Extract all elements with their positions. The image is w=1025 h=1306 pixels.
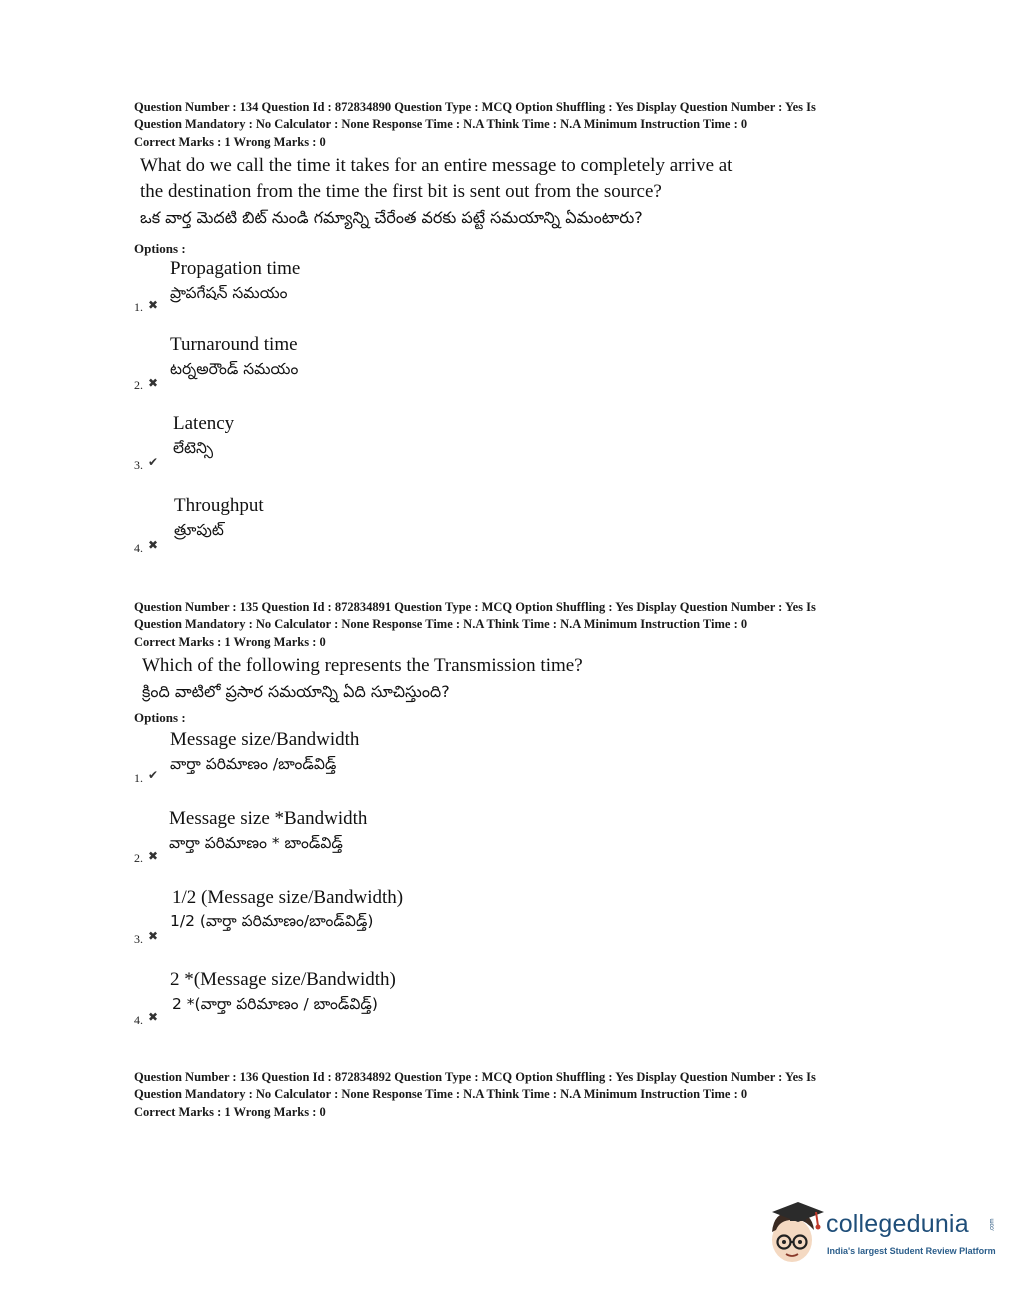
question-134-meta xyxy=(134,99,894,151)
question-135-meta xyxy=(134,599,894,651)
collegedunia-logo xyxy=(766,1200,996,1270)
option-number: 4. xyxy=(134,1013,143,1027)
question-text-en: Which of the following represents the Transmission time? xyxy=(142,655,583,676)
option-text-te: 2 *(వార్తా పరిమాణం / బాండ్‌విడ్త్) xyxy=(172,995,378,1013)
option-4 xyxy=(134,969,634,1029)
meta-line: Question Mandatory : No Calculator : None Response Time : N.A Think Time : N.A Minimum Instruction Time : 0 xyxy=(134,616,748,631)
logo-suffix: .com xyxy=(989,1218,996,1232)
options-label: Options : xyxy=(134,710,186,725)
option-text-te: లేటెన్సి xyxy=(173,439,214,457)
option-1 xyxy=(134,258,634,318)
cross-icon: ✖ xyxy=(148,849,159,863)
question-136-meta xyxy=(134,1069,894,1121)
option-2 xyxy=(134,334,634,394)
options-label: Options : xyxy=(134,241,186,256)
option-text-en: 2 *(Message size/Bandwidth) xyxy=(170,969,396,990)
check-icon: ✔ xyxy=(148,768,159,782)
mascot-icon xyxy=(766,1200,824,1270)
option-2 xyxy=(134,808,634,868)
option-text-en: Message size/Bandwidth xyxy=(170,729,360,750)
logo-wordmark: collegedunia xyxy=(826,1210,969,1238)
meta-line: Correct Marks : 1 Wrong Marks : 0 xyxy=(134,1105,326,1119)
question-text-te: క్రింది వాటిలో ప్రసార సమయాన్ని ఏది సూచిస్తుంది? xyxy=(142,682,450,701)
question-text-en: What do we call the time it takes for an entire message to completely arrive at xyxy=(140,155,733,176)
logo-tagline: India's largest Student Review Platform xyxy=(827,1246,996,1256)
option-number: 3. xyxy=(134,458,143,472)
option-number: 1. xyxy=(134,300,143,314)
option-text-te: 1/2 (వార్తా పరిమాణం/బాండ్‌విడ్త్) xyxy=(170,912,374,930)
option-number: 3. xyxy=(134,932,143,946)
meta-line: Correct Marks : 1 Wrong Marks : 0 xyxy=(134,635,326,649)
option-text-te: వార్తా పరిమాణం /బాండ్‌విడ్త్ xyxy=(170,755,337,773)
question-text-te: ఒక వార్త మెదటి బిట్ నుండి గమ్యాన్ని చేరేంత వరకు పట్టే సమయాన్ని ఏమంటారు? xyxy=(140,208,643,227)
option-number: 1. xyxy=(134,771,143,785)
cross-icon: ✖ xyxy=(148,1010,159,1024)
meta-line: Question Number : 135 Question Id : 872834891 Question Type : MCQ Option Shuffling : Yes Display Question Number : Yes Is xyxy=(134,600,816,614)
option-text-te: ప్రాపగేషన్ సమయం xyxy=(170,284,288,302)
option-number: 4. xyxy=(134,541,143,555)
option-text-en: Turnaround time xyxy=(170,334,298,355)
option-text-te: వార్తా పరిమాణం * బాండ్‌విడ్త్ xyxy=(169,834,343,852)
question-134-text xyxy=(140,153,732,231)
option-number: 2. xyxy=(134,378,143,392)
meta-line: Question Number : 134 Question Id : 872834890 Question Type : MCQ Option Shuffling : Yes Display Question Number : Yes Is xyxy=(134,100,816,114)
meta-line: Question Mandatory : No Calculator : None Response Time : N.A Think Time : N.A Minimum Instruction Time : 0 xyxy=(134,1086,748,1101)
option-1 xyxy=(134,729,634,789)
meta-line: Question Number : 136 Question Id : 872834892 Question Type : MCQ Option Shuffling : Yes Display Question Number : Yes Is xyxy=(134,1070,816,1084)
option-text-te: టర్నఅరౌండ్ సమయం xyxy=(170,360,299,378)
question-135-text xyxy=(142,653,583,705)
option-3 xyxy=(134,413,634,473)
meta-line: Question Mandatory : No Calculator : None Response Time : N.A Think Time : N.A Minimum Instruction Time : 0 xyxy=(134,116,748,131)
option-text-te: త్రూపుట్ xyxy=(174,521,224,539)
check-icon: ✔ xyxy=(148,455,159,469)
option-text-en: Propagation time xyxy=(170,258,301,279)
cross-icon: ✖ xyxy=(148,538,159,552)
question-text-en: the destination from the time the first bit is sent out from the source? xyxy=(140,181,662,202)
meta-line: Correct Marks : 1 Wrong Marks : 0 xyxy=(134,135,326,149)
option-text-en: Throughput xyxy=(174,495,264,516)
cross-icon: ✖ xyxy=(148,298,159,312)
option-text-en: Message size *Bandwidth xyxy=(169,808,368,829)
cross-icon: ✖ xyxy=(148,376,159,390)
option-text-en: 1/2 (Message size/Bandwidth) xyxy=(172,887,404,908)
option-3 xyxy=(134,887,634,947)
option-number: 2. xyxy=(134,851,143,865)
option-4 xyxy=(134,495,634,555)
cross-icon: ✖ xyxy=(148,929,159,943)
option-text-en: Latency xyxy=(173,413,235,434)
